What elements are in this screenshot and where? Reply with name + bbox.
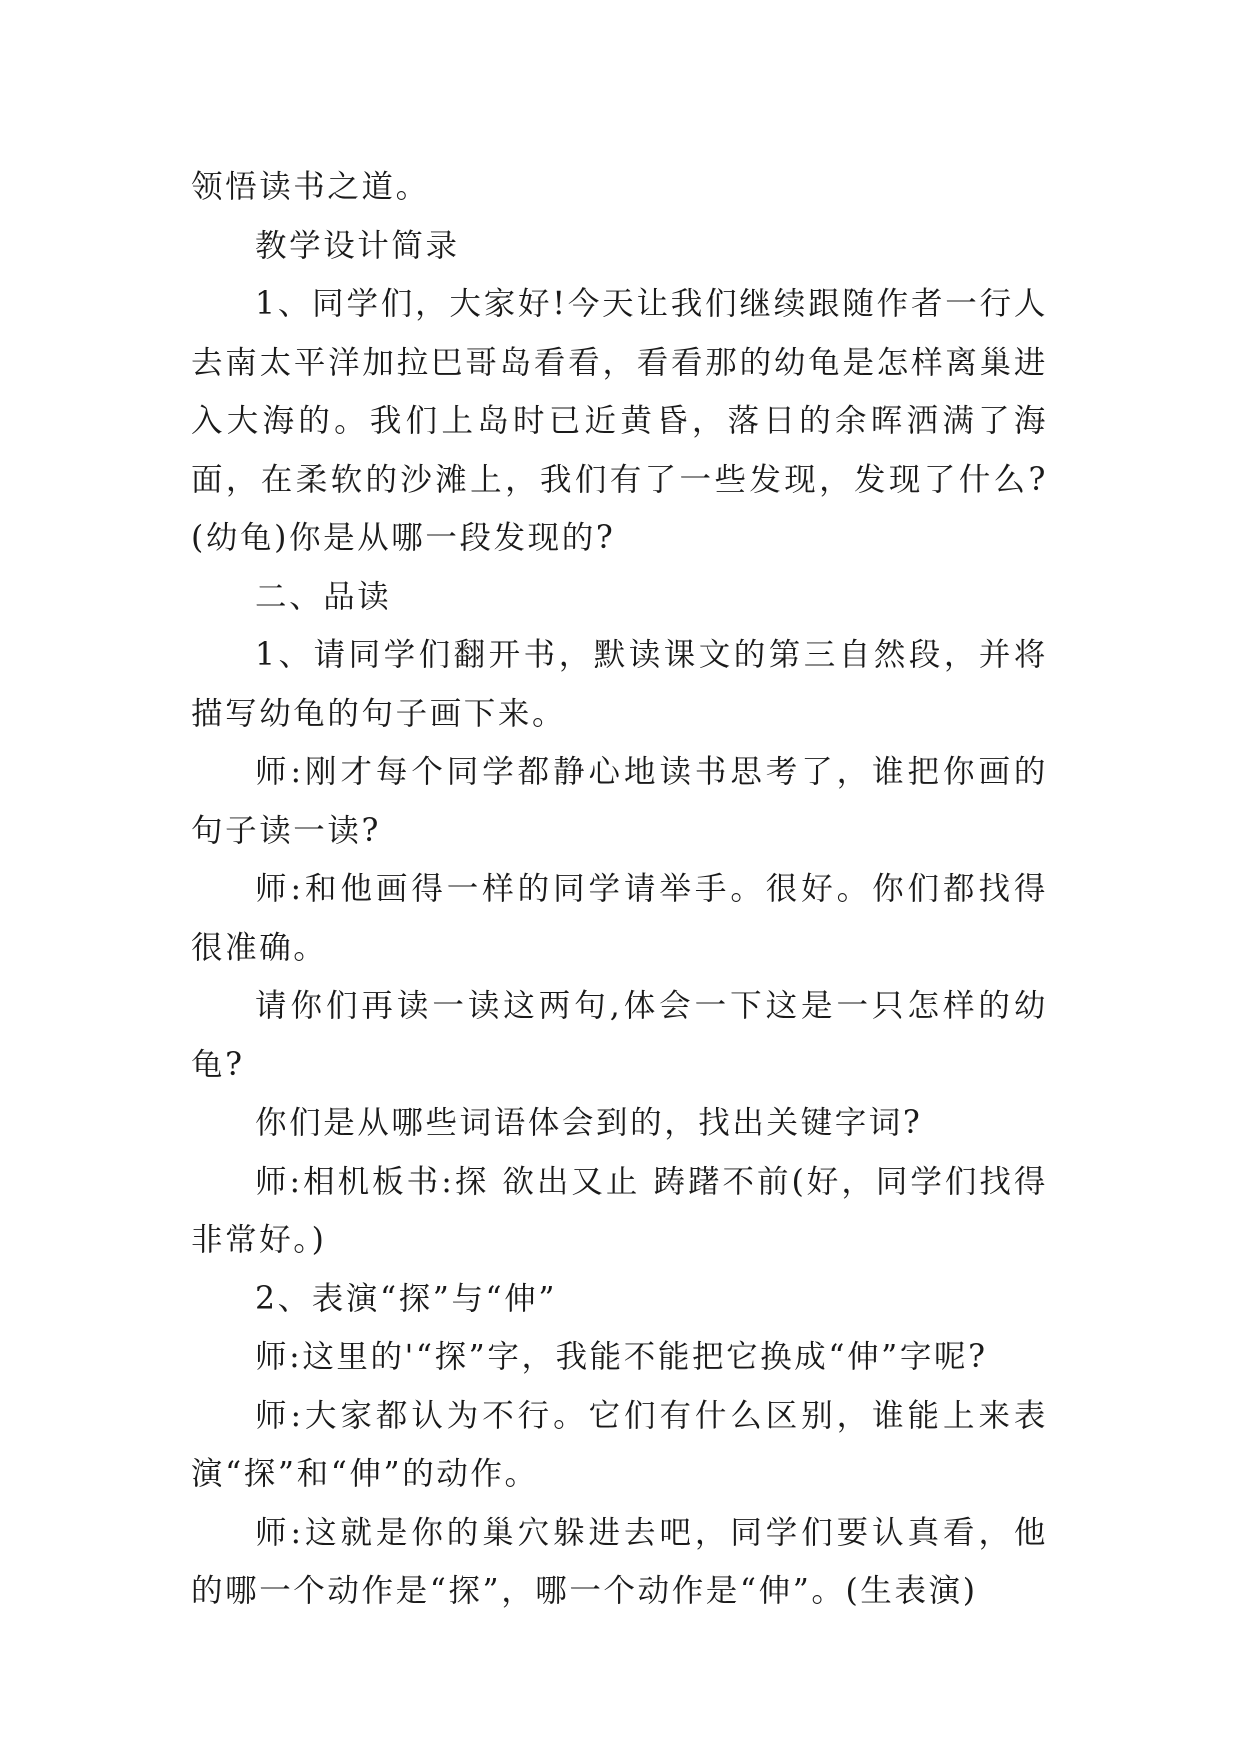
paragraph-step-2: 2、表演“探”与“伸”	[255, 1280, 558, 1317]
paragraph-question-2: 你们是从哪些词语体会到的，找出关键字词?	[255, 1105, 923, 1141]
paragraph-teacher-2: 师:和他画得一样的同学请举手。很好。你们都找得很准确。	[191, 871, 1048, 966]
paragraph-teacher-1: 师:刚才每个同学都静心地读书思考了，谁把你画的句子读一读?	[191, 754, 1048, 849]
paragraph-teacher-board: 师:相机板书:探 欲出又止 踌躇不前(好，同学们找得非常好。)	[191, 1163, 1048, 1258]
section-heading-design-notes: 教学设计简录	[255, 227, 460, 264]
paragraph-intro: 1、同学们，大家好!今天让我们继续跟随作者一行人去南太平洋加拉巴哥岛看看，看看那的幼龟是怎样离巢进入大海的。我们上岛时已近黄昏，落日的余晖洒满了海面，在柔软的沙滩上，我们有了一些发现，发现了什么?(幼龟)你是从哪一段发现的?	[191, 286, 1048, 556]
paragraph-teacher-5: 师:这就是你的巢穴躲进去吧，同学们要认真看，他的哪一个动作是“探”，哪一个动作是“伸”。(生表演)	[191, 1514, 1048, 1609]
section-heading-reading: 二、品读	[255, 578, 392, 615]
paragraph-1: 领悟读书之道。	[191, 169, 430, 205]
document-page	[191, 158, 1048, 1621]
paragraph-teacher-4: 师:大家都认为不行。它们有什么区别，谁能上来表演“探”和“伸”的动作。	[191, 1397, 1048, 1492]
paragraph-step-1: 1、请同学们翻开书，默读课文的第三自然段，并将描写幼龟的句子画下来。	[191, 637, 1048, 732]
paragraph-question-1: 请你们再读一读这两句,体会一下这是一只怎样的幼龟?	[191, 988, 1048, 1083]
paragraph-teacher-3: 师:这里的'“探”字，我能不能把它换成“伸”字呢?	[255, 1339, 988, 1375]
